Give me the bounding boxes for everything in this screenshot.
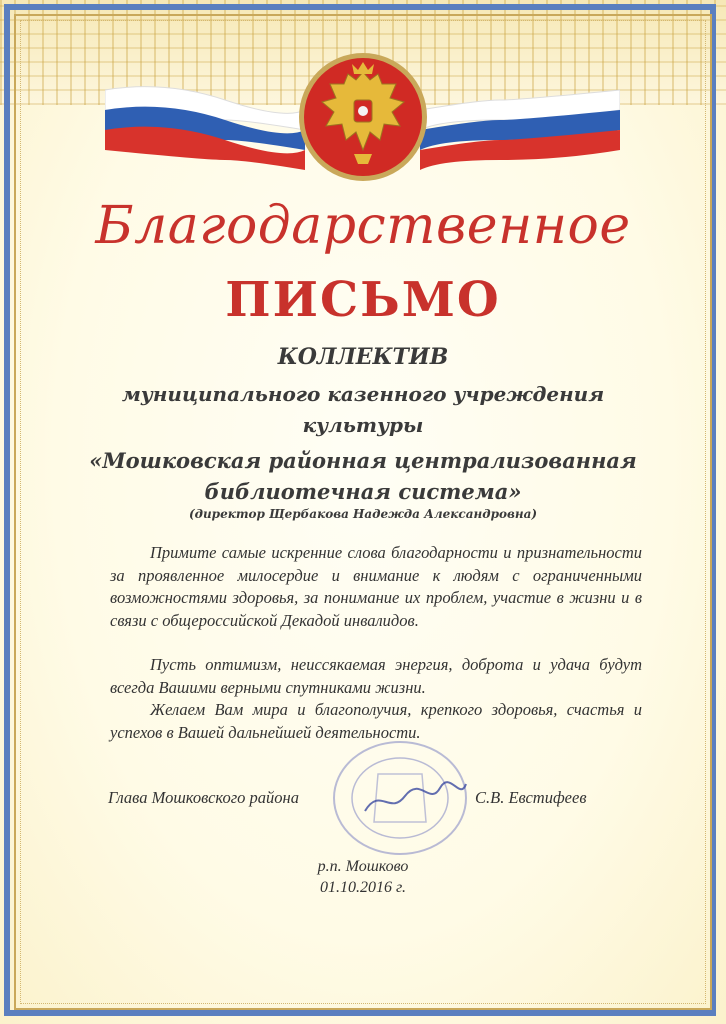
recipient-line-2: муниципального казенного учреждения (121, 382, 605, 406)
certificate-main-title: ПИСЬМО (225, 272, 501, 328)
certificate-script-title: Благодарственное (95, 196, 631, 256)
recipient-director: (директор Щербакова Надежда Александровна) (188, 507, 538, 521)
issue-place: р.п. Мошково (317, 858, 409, 875)
handwritten-signature-icon (360, 776, 470, 826)
body-paragraph-1: Примите самые искренние слова благодарности и признательности за проявленное милосердие и внимание к людям с ограниченными возможностями здоровья, за понимание их проблем, участие в жизни и в связи с общероссийской Декадой инвалидов. (110, 543, 642, 630)
coat-of-arms-emblem-icon (296, 50, 430, 184)
body-paragraph-3: Желаем Вам мира и благополучия, крепкого здоровья, счастья и успехов в Вашей дальнейшей деятельности. (110, 700, 642, 742)
signatory-name: С.В. Евстифеев (475, 788, 587, 807)
recipient-line-5: библиотечная система» (204, 479, 522, 504)
issue-date: 01.10.2016 г. (319, 879, 407, 896)
russian-flag-ribbon-left-icon (105, 80, 305, 170)
recipient-line-1: КОЛЛЕКТИВ (277, 344, 449, 370)
recipient-line-3: культуры (302, 413, 424, 437)
body-paragraph-2: Пусть оптимизм, неиссякаемая энергия, доброта и удача будут всегда Вашими верными спутниками жизни. (110, 655, 642, 697)
recipient-line-4: «Мошковская районная централизованная (89, 448, 637, 473)
signatory-title: Глава Мошковского района (108, 788, 299, 807)
russian-flag-ribbon-right-icon (420, 80, 620, 170)
